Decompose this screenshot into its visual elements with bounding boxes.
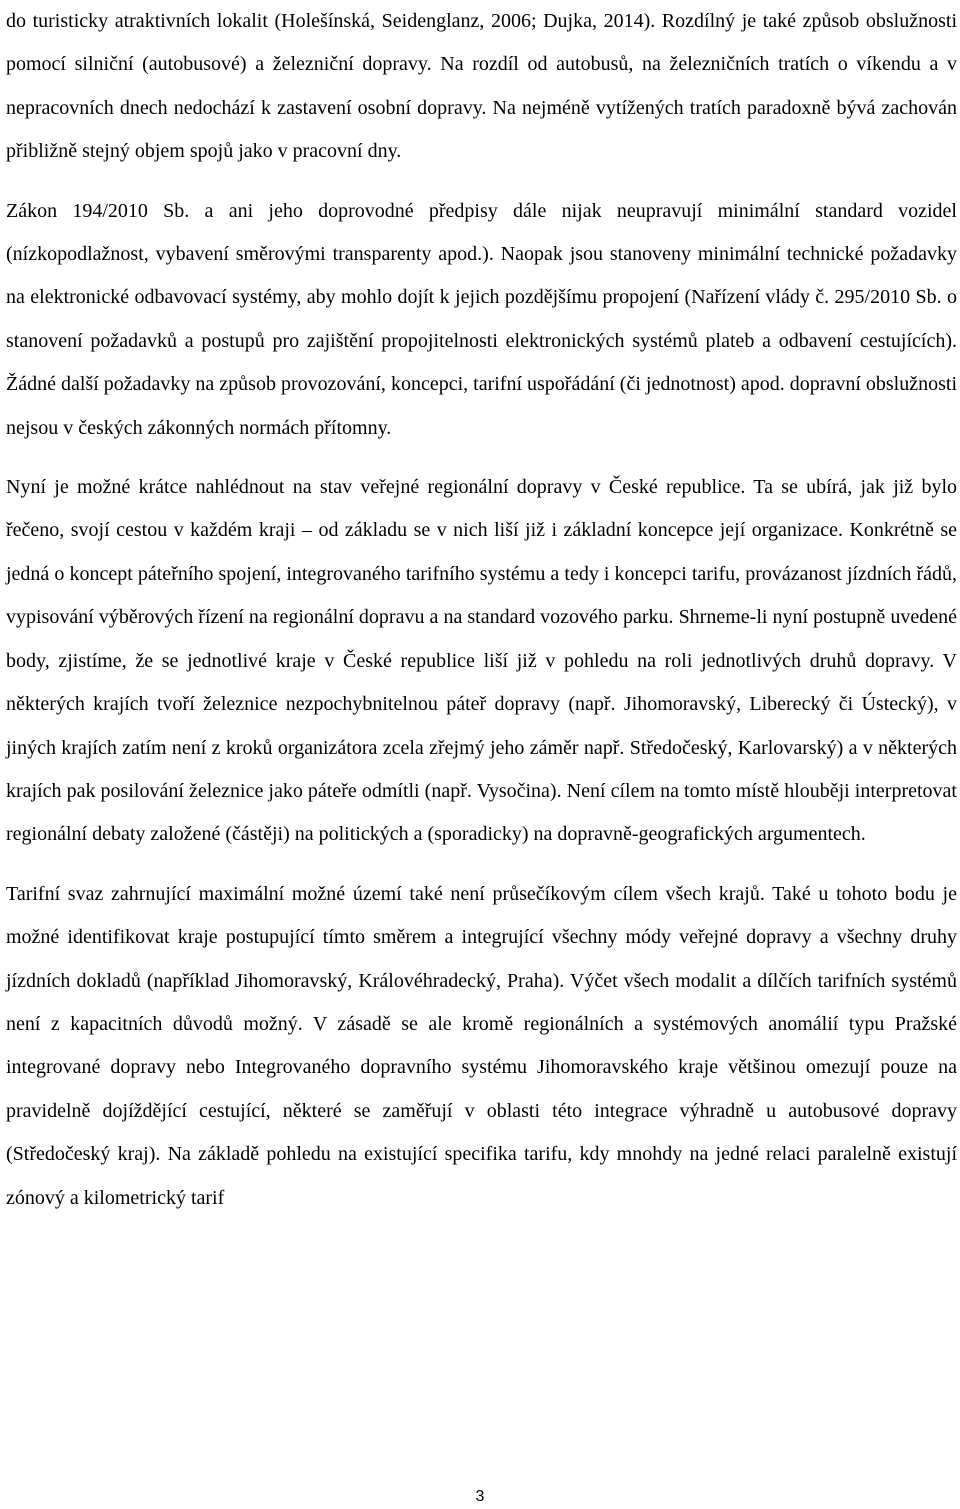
paragraph-law-194-2010: Zákon 194/2010 Sb. a ani jeho doprovodné předpisy dále nijak neupravují minimální standard vozidel (nízkopodlažnost, vybavení směrovými transparenty apod.). Naopak jsou stanoveny minimální technické požadavky na elektronické odbavovací systémy, aby mohlo dojít k jejich pozdějšímu propojení (Nařízení vlády č. 295/2010 Sb. o stanovení požadavků a postupů pro zajištění propojitelnosti elektronických systémů plateb a odbavení cestujících). Žádné další požadavky na způsob provozování, koncepci, tarifní uspořádání (či jednotnost) apod. dopravní obslužnosti nejsou v českých zákonných normách přítomny. (6, 199, 957, 439)
document-page (6, 0, 957, 1220)
paragraph-regional-transport-state: Nyní je možné krátce nahlédnout na stav veřejné regionální dopravy v České republice. Ta se ubírá, jak již bylo řečeno, svojí cestou v každém kraji – od základu se v nich liší již i základní koncepce její organizace. Konkrétně se jedná o koncept páteřního spojení, integrovaného tarifního systému a tedy i koncepci tarifu, provázanost jízdních řádů, vypisování výběrových řízení na regionální dopravu a na standard vozového parku. Shrneme-li nyní postupně uvedené body, zjistíme, že se jednotlivé kraje v České republice liší již v pohledu na roli jednotlivých druhů dopravy. V některých krajích tvoří železnice nezpochybnitelnou páteř dopravy (např. Jihomoravský, Liberecký či Ústecký), v jiných krajích zatím není z kroků organizátora zcela zřejmý jeho záměr např. Středočeský, Karlovarský) a v některých krajích pak posilování železnice jako páteře odmítli (např. Vysočina). Není cílem na tomto místě hlouběji interpretovat regionální debaty založené (částěji) na politických a (sporadicky) na dopravně-geografických argumentech. (6, 476, 957, 846)
paragraph-rural-transport: do turisticky atraktivních lokalit (Holešínská, Seidenglanz, 2006; Dujka, 2014). Rozdílný je také způsob obslužnosti pomocí silniční (autobusové) a železniční dopravy. Na rozdíl od autobusů, na železničních tratích o víkendu a v nepracovních dnech nedochází k zastavení osobní dopravy. Na nejméně vytížených tratích paradoxně bývá zachován přibližně stejný objem spojů jako v pracovní dny. (6, 10, 957, 163)
paragraph-tariff-union: Tarifní svaz zahrnující maximální možné území také není průsečíkovým cílem všech krajů. Také u tohoto bodu je možné identifikovat kraje postupující tímto směrem a integrující všechny módy veřejné dopravy a všechny druhy jízdních dokladů (například Jihomoravský, Královéhradecký, Praha). Výčet všech modalit a dílčích tarifních systémů není z kapacitních důvodů možný. V zásadě se ale kromě regionálních a systémových anomálií typu Pražské integrované dopravy nebo Integrovaného dopravního systému Jihomoravského kraje většinou omezují pouze na pravidelně dojíždějící cestující, některé se zaměřují v oblasti této integrace výhradně u autobusové dopravy (Středočeský kraj). Na základě pohledu na existující specifika tarifu, kdy mnohdy na jedné relaci paralelně existují zónový a kilometrický tarif (6, 882, 957, 1209)
page-number: 3 (475, 1488, 485, 1505)
